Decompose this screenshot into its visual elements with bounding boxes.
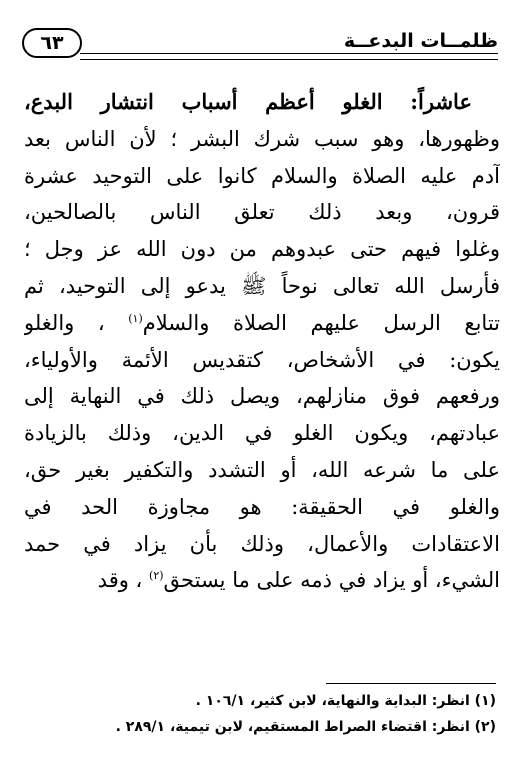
footnotes — [20, 688, 496, 740]
text-line: الاعتقادات والأعمال، وذلك بأن يزاد في حمد — [24, 531, 500, 556]
text-line: وظهورها، وهو سبب شرك البشر ؛ لأن الناس بعد — [24, 126, 500, 151]
text-segment: الشيء، أو يزاد في ذمه على ما يستحق — [163, 568, 500, 593]
text-line: ورفعهم فوق منازلهم، ويصل ذلك في النهاية إلى — [24, 384, 500, 409]
footnote: (١) انظر: البداية والنهاية، لابن كثير، ١٠٦/١ . — [195, 693, 496, 709]
text-line: والغلو في الحقيقة: هو مجاوزة الحد في — [24, 494, 500, 519]
text-segment: ، والغلو — [24, 310, 129, 335]
footnote-separator — [326, 683, 496, 684]
page-header — [22, 28, 498, 70]
header-rule — [80, 53, 498, 54]
section-heading: عاشراً: الغلو أعظم أسباب انتشار البدع، — [24, 89, 472, 114]
text-line: فأرسل الله تعالى نوحاً ﷺ يدعو إلى التوحيد، ثم — [24, 273, 500, 298]
text-segment: ، وقد — [97, 568, 150, 593]
page-number: ٦٣ — [22, 28, 82, 58]
footnote-marker: (١) — [128, 311, 143, 325]
running-title: ظلمــات البدعــة — [343, 30, 498, 52]
text-line: وغلوا فيهم حتى عبدوهم من دون الله عز وجل ؛ — [24, 237, 500, 262]
footnote: (٢) انظر: اقتضاء الصراط المستقيم، لابن تيمية، ٢٨٩/١ . — [115, 719, 496, 735]
text-line: عبادتهم، ويكون الغلو في الدين، وذلك بالزيادة — [24, 421, 500, 446]
body-text — [24, 84, 500, 599]
header-rule-double — [80, 59, 498, 60]
text-line: قرون، وبعد ذلك تعلق الناس بالصالحين، — [24, 200, 500, 225]
text-segment: تتابع الرسل عليهم الصلاة والسلام — [142, 310, 500, 335]
text-line — [24, 305, 500, 342]
text-line — [24, 562, 500, 599]
text-line: آدم عليه الصلاة والسلام كانوا على التوحيد عشرة — [24, 163, 500, 188]
text-line: يكون: في الأشخاص، كتقديس الأئمة والأولياء، — [24, 347, 500, 372]
text-line: على ما شرعه الله، أو التشدد والتكفير بغير حق، — [24, 457, 500, 482]
footnote-marker: (٢) — [149, 569, 164, 583]
